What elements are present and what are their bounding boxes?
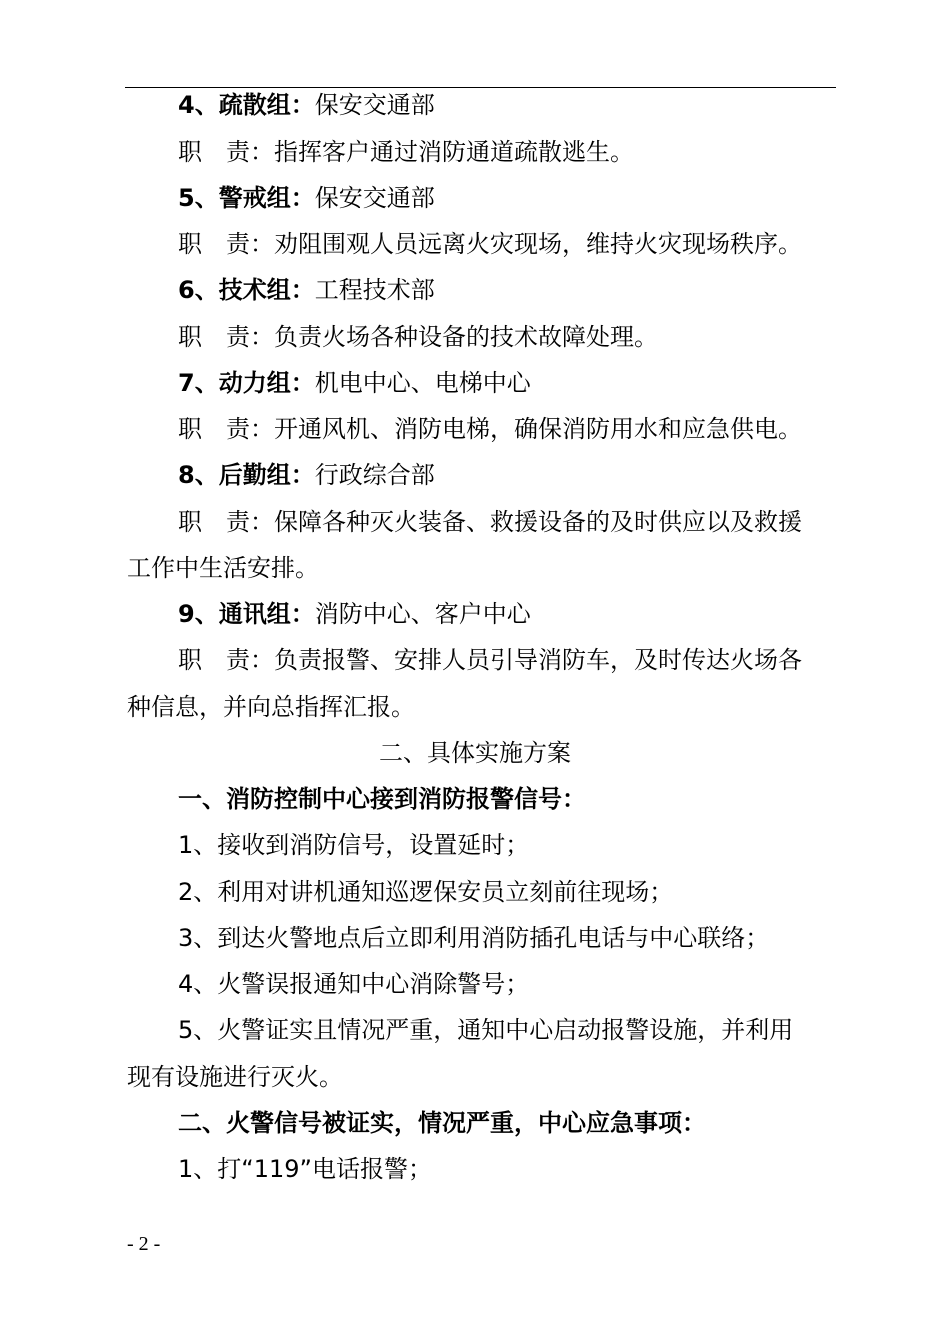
section-title: 二、具体实施方案 — [379, 739, 571, 767]
duty-label: 职 责： — [178, 230, 274, 258]
duty-label: 职 责： — [178, 323, 274, 351]
part-2-item: 1、打“119”电话报警； — [178, 1155, 432, 1183]
part-1-item: 3、到达火警地点后立即利用消防插孔电话与中心联络； — [178, 924, 770, 952]
group-5-duty-line — [178, 227, 802, 261]
group-dept: 消防中心、客户中心 — [314, 600, 531, 628]
part-1-heading: 一、消防控制中心接到消防报警信号： — [178, 785, 586, 813]
duty-label: 职 责： — [178, 646, 274, 674]
group-title: 9、通讯组： — [178, 600, 315, 628]
group-6-duty-line — [178, 320, 658, 354]
part-1-item-5: 5、火警证实且情况严重，通知中心启动报警设施，并利用 — [178, 1016, 794, 1044]
group-4-title-line — [178, 88, 435, 122]
group-title: 8、后勤组： — [178, 461, 315, 489]
group-9-duty-continuation: 种信息，并向总指挥汇报。 — [127, 693, 415, 721]
duty-text: 保障各种灭火装备、救援设备的及时供应以及救援 — [274, 508, 802, 536]
group-dept: 保安交通部 — [314, 184, 435, 212]
group-7-duty-line — [178, 412, 802, 446]
group-8-duty-line — [178, 505, 802, 539]
group-dept: 行政综合部 — [314, 461, 435, 489]
part-1-item: 4、火警误报通知中心消除警号； — [178, 970, 530, 998]
duty-text: 负责报警、安排人员引导消防车，及时传达火场各 — [274, 646, 802, 674]
part-1-item: 2、利用对讲机通知巡逻保安员立刻前往现场； — [178, 878, 674, 906]
group-dept: 工程技术部 — [314, 276, 435, 304]
group-title: 5、警戒组： — [178, 184, 315, 212]
group-4-duty-line — [178, 135, 634, 169]
group-title: 6、技术组： — [178, 276, 315, 304]
part-2-heading: 二、火警信号被证实，情况严重，中心应急事项： — [178, 1109, 706, 1137]
page-number: - 2 - — [127, 1233, 161, 1255]
group-7-title-line — [178, 366, 531, 400]
part-1-item: 1、接收到消防信号，设置延时； — [178, 831, 530, 859]
group-9-duty-line — [178, 643, 802, 677]
group-dept: 机电中心、电梯中心 — [314, 369, 531, 397]
duty-label: 职 责： — [178, 508, 274, 536]
duty-text: 指挥客户通过消防通道疏散逃生。 — [274, 138, 634, 166]
group-5-title-line — [178, 181, 435, 215]
group-9-title-line — [178, 597, 531, 631]
duty-text: 劝阻围观人员远离火灾现场，维持火灾现场秩序。 — [274, 230, 802, 258]
duty-label: 职 责： — [178, 415, 274, 443]
group-dept: 保安交通部 — [314, 91, 435, 119]
duty-label: 职 责： — [178, 138, 274, 166]
group-title: 7、动力组： — [178, 369, 315, 397]
duty-text: 负责火场各种设备的技术故障处理。 — [274, 323, 658, 351]
duty-text: 开通风机、消防电梯，确保消防用水和应急供电。 — [274, 415, 802, 443]
group-6-title-line — [178, 273, 435, 307]
group-8-title-line — [178, 458, 435, 492]
group-8-duty-continuation: 工作中生活安排。 — [127, 554, 319, 582]
group-title: 4、疏散组： — [178, 91, 315, 119]
part-1-item-5-continuation: 现有设施进行灭火。 — [127, 1063, 343, 1091]
